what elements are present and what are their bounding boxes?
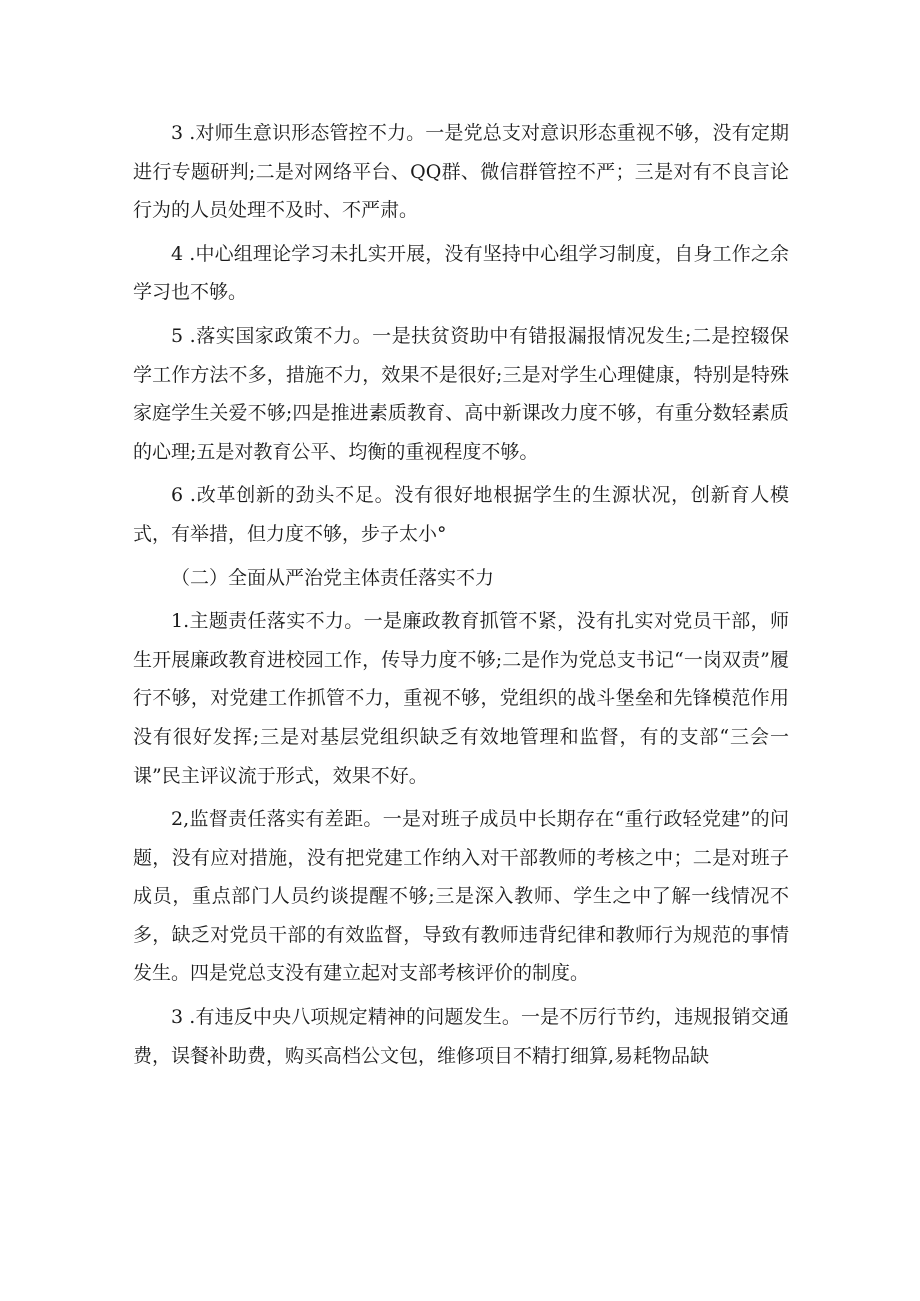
paragraph-4-study: 4 .中心组理论学习未扎实开展，没有坚持中心组学习制度，自身工作之余学习也不够。 [133, 242, 789, 304]
section-heading-2: （二）全面从严治党主体责任落实不力 [171, 566, 495, 589]
paragraph-3-ideology: 3 .对师生意识形态管控不力。一是党总支对意识形态重视不够，没有定期进行专题研判;二是对网络平台、QQ群、微信群管控不严；三是对有不良言论行为的人员处理不及时、不严肃。 [133, 122, 789, 222]
paragraph-5-policy: 5 .落实国家政策不力。一是扶贫资助中有错报漏报情况发生;二是控辍保学工作方法不多，措施不力，效果不是很好;三是对学生心理健康，特别是特殊家庭学生关爱不够;四是推进素质教育、高中新课改力度不够，有重分数轻素质的心理;五是对教育公平、均衡的重视程度不够。 [133, 324, 789, 463]
paragraph-1-responsibility: 1.主题责任落实不力。一是廉政教育抓管不紧，没有扎实对党员干部，师生开展廉政教育进校园工作，传导力度不够;二是作为党总支书记“一岗双责”履行不够，对党建工作抓管不力，重视不够，党组织的战斗堡垒和先锋模范作用没有很好发挥;三是对基层党组织缺乏有效地管理和监督，有的支部“三会一课”民主评议流于形式，效果不好。 [133, 610, 789, 787]
paragraph-3-eight-rules: 3 .有违反中央八项规定精神的问题发生。一是不厉行节约，违规报销交通费，误餐补助费，购买高档公文包，维修项目不精打细算,易耗物品缺 [133, 1006, 789, 1067]
paragraph-6-innovation: 6 .改革创新的劲头不足。没有很好地根据学生的生源状况，创新育人模式，有举措，但力度不够，步子太小° [133, 484, 789, 545]
paragraph-2-supervision: 2,监督责任落实有差距。一是对班子成员中长期存在“重行政轻党建”的问题，没有应对措施，没有把党建工作纳入对干部教师的考核之中；二是对班子成员，重点部门人员约谈提醒不够;三是深入教师、学生之中了解一线情况不多，缺乏对党员干部的有效监督，导致有教师违背纪律和教师行为规范的事情发生。四是党总支没有建立起对支部考核评价的制度。 [133, 808, 789, 985]
document-body [133, 114, 789, 1075]
